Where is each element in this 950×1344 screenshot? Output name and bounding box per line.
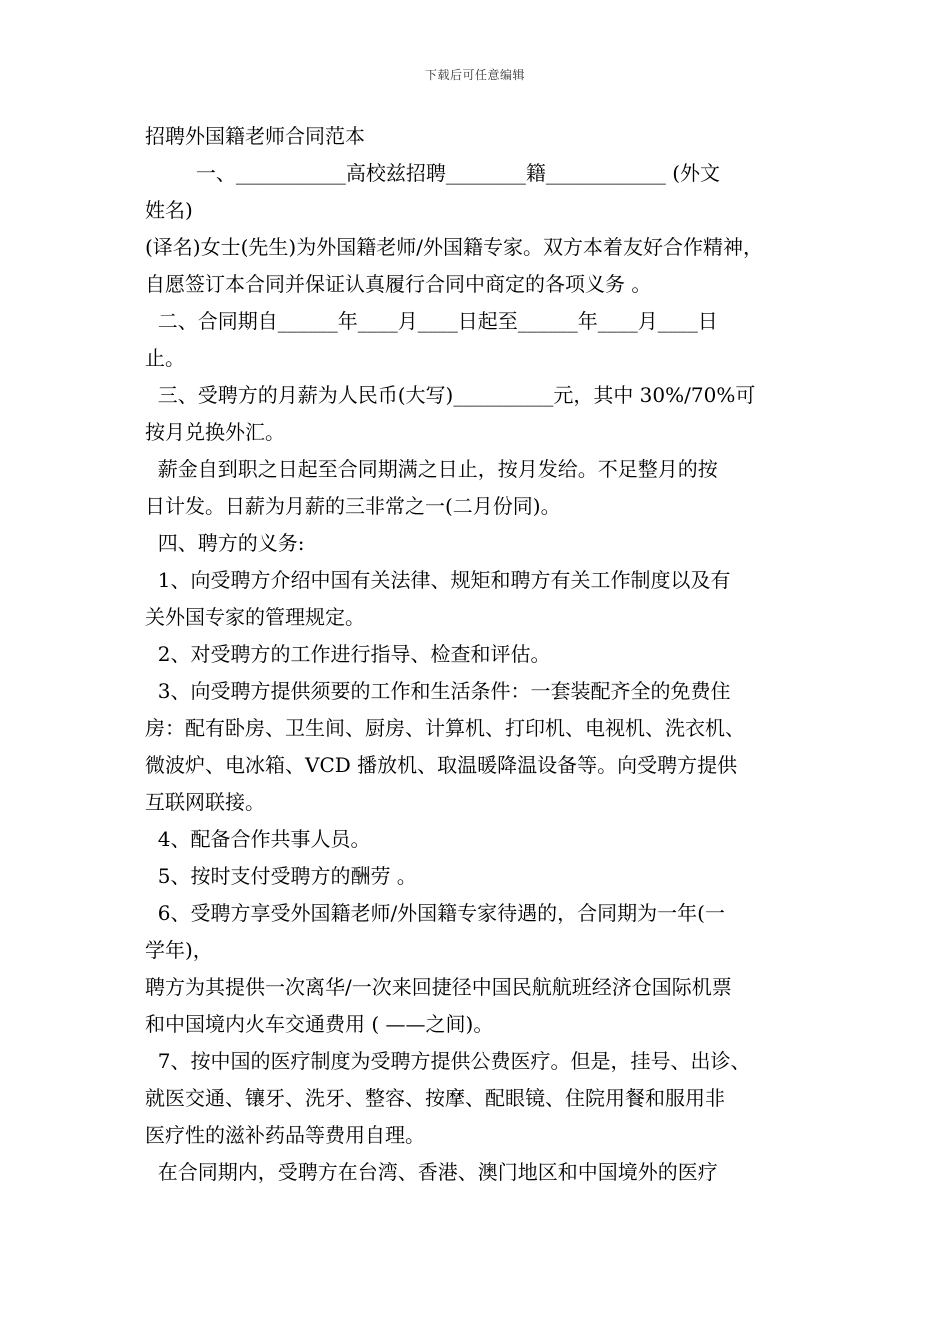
text-line: 7、按中国的医疗制度为受聘方提供公费医疗。但是，挂号、出诊、: [145, 1049, 751, 1073]
header-note: 下载后可任意编辑: [424, 68, 525, 82]
document-title: 招聘外国籍老师合同范本: [145, 124, 365, 148]
text-line: 5、按时支付受聘方的酬劳 。: [145, 864, 417, 888]
text-line: 关外国专家的管理规定。: [145, 605, 365, 629]
text-line: 薪金自到职之日起至合同期满之日止，按月发给。不足整月的按: [145, 457, 718, 481]
text-line: 按月兑换外汇。: [145, 420, 285, 444]
text-line: 房：配有卧房、卫生间、厨房、计算机、打印机、电视机、洗衣机、: [145, 716, 745, 740]
text-line: 和中国境内火车交通费用 ( ——之间)。: [145, 1012, 494, 1036]
text-line: 自愿签订本合同并保证认真履行合同中商定的各项义务 。: [145, 272, 652, 296]
text-line: 就医交通、镶牙、洗牙、整容、按摩、配眼镜、住院用餐和服用非: [145, 1086, 725, 1110]
text-line: 二、合同期自______年____月____日起至______年____月____日: [145, 309, 718, 333]
text-line: 四、聘方的义务:: [145, 531, 305, 555]
text-line: 6、受聘方享受外国籍老师/外国籍专家待遇的，合同期为一年(一: [145, 901, 725, 925]
text-line: 止。: [145, 346, 185, 370]
text-line: 2、对受聘方的工作进行指导、检查和评估。: [145, 642, 551, 666]
text-line: 日计发。日薪为月薪的三非常之一(二月份同)。: [145, 494, 561, 518]
text-line: (译名)女士(先生)为外国籍老师/外国籍专家。双方本着友好合作精神，: [145, 235, 763, 259]
document-body: [145, 118, 810, 1191]
text-line: 三、受聘方的月薪为人民币(大写)__________元，其中 30%/70%可: [145, 383, 756, 407]
text-line: 4、配备合作共事人员。: [145, 827, 371, 851]
text-line: 1、向受聘方介绍中国有关法律、规矩和聘方有关工作制度以及有: [145, 568, 731, 592]
text-line: 学年)，: [145, 938, 213, 962]
text-line: 医疗性的滋补药品等费用自理。: [145, 1123, 425, 1147]
text-line: 在合同期内，受聘方在台湾、香港、澳门地区和中国境外的医疗: [145, 1160, 718, 1184]
text-line: 姓名): [145, 198, 193, 222]
text-line: 3、向受聘方提供须要的工作和生活条件：一套装配齐全的免费住: [145, 679, 731, 703]
text-line: 一、___________高校兹招聘________籍____________ (外文: [145, 161, 721, 185]
text-line: 微波炉、电冰箱、VCD 播放机、取温暖降温设备等。向受聘方提供: [145, 753, 738, 777]
text-line: 聘方为其提供一次离华/一次来回捷径中国民航航班经济仓国际机票: [145, 975, 732, 999]
text-line: 互联网联接。: [145, 790, 265, 814]
